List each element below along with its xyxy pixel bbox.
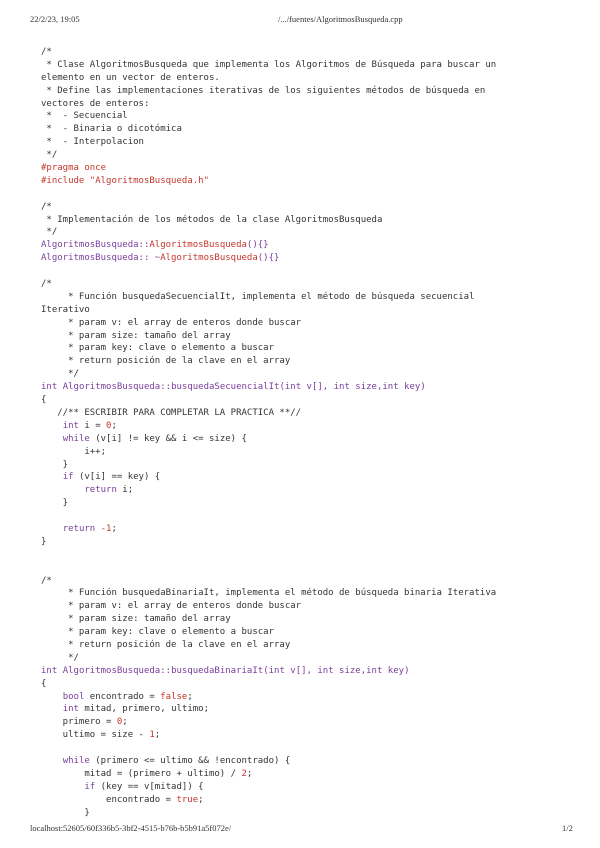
- code-line: [41, 355, 566, 368]
- code-line: [41, 239, 566, 252]
- code-token: busquedaBinariaIt: [171, 665, 264, 676]
- code-token: * Define las implementaciones iterativas de los siguientes métodos de búsqueda en: [41, 85, 486, 96]
- code-line: [41, 587, 566, 600]
- code-token: true: [176, 794, 199, 805]
- code-token: elemento en un vector de enteros.: [41, 72, 220, 83]
- code-token: mitad, primero, ultimo;: [78, 704, 209, 715]
- code-line: [41, 226, 566, 239]
- page-url: localhost:52605/60f336b5-3bf2-4515-b76b-b5b91a5f072e/: [30, 823, 232, 833]
- code-token: i =: [78, 420, 107, 431]
- code-token: AlgoritmosBusqueda: [149, 240, 247, 251]
- code-token: /*: [41, 575, 52, 586]
- code-line: [41, 188, 566, 201]
- code-line: [41, 175, 566, 188]
- code-line: [41, 252, 566, 265]
- code-token: /*: [41, 201, 52, 212]
- code-token: }: [41, 459, 69, 470]
- code-token: * param v: el array de enteros donde buscar: [41, 317, 302, 328]
- code-token: int: [62, 704, 79, 715]
- code-token: [41, 692, 63, 702]
- code-token: * return posición de la clave en el array: [41, 639, 291, 650]
- code-line: [41, 665, 566, 678]
- code-token: primero =: [41, 717, 117, 728]
- code-token: */: [41, 227, 58, 238]
- code-line: [41, 162, 566, 175]
- code-token: (v[i] == key) {: [73, 472, 161, 483]
- code-token: (){}: [246, 240, 269, 251]
- code-token: while: [62, 433, 90, 444]
- code-token: ultimo = size -: [41, 730, 150, 741]
- code-line: [41, 549, 566, 562]
- code-line: [41, 536, 566, 549]
- code-line: [41, 678, 566, 691]
- code-line: [41, 407, 566, 420]
- code-token: false: [160, 691, 188, 702]
- code-token: * param size: tamaño del array: [41, 330, 231, 341]
- code-token: */: [41, 150, 58, 161]
- code-token: AlgoritmosBusqueda::: [41, 240, 150, 251]
- code-line: [41, 703, 566, 716]
- code-token: 1: [149, 730, 155, 741]
- page-number: 1/2: [562, 823, 573, 833]
- code-token: ;: [122, 717, 128, 728]
- code-token: [41, 704, 63, 714]
- code-token: while: [62, 755, 90, 766]
- code-token: AlgoritmosBusqueda::: [62, 665, 172, 676]
- code-line: [41, 265, 566, 278]
- code-token: ;: [246, 768, 253, 779]
- code-line: [41, 575, 566, 588]
- code-token: [41, 434, 63, 444]
- code-token: * param key: clave o elemento a buscar: [41, 343, 274, 354]
- code-line: [41, 626, 566, 639]
- code-token: vectores de enteros:: [41, 98, 150, 109]
- code-token: [41, 756, 63, 766]
- code-token: AlgoritmosBusqueda::: [62, 382, 172, 393]
- code-line: [41, 214, 566, 227]
- code-line: [41, 381, 566, 394]
- code-token: * Implementación de los métodos de la clase AlgoritmosBusqueda: [41, 214, 383, 225]
- code-token: int: [41, 382, 63, 393]
- code-line: [41, 716, 566, 729]
- code-line: [41, 639, 566, 652]
- code-line: [41, 317, 566, 330]
- code-line: [41, 781, 566, 794]
- code-token: * Clase AlgoritmosBusqueda que implementa los Algoritmos de Búsqueda para buscar un: [41, 59, 497, 70]
- code-token: (int v[], int size,int key): [263, 665, 410, 676]
- code-token: 2: [241, 768, 247, 779]
- code-line: [41, 123, 566, 136]
- code-token: i;: [116, 485, 134, 496]
- code-line: [41, 691, 566, 704]
- code-line: [41, 342, 566, 355]
- code-line: [41, 72, 566, 85]
- code-token: mitad = (primero + ultimo) /: [41, 768, 242, 779]
- code-token: * return posición de la clave en el array: [41, 356, 291, 367]
- code-line: [41, 420, 566, 433]
- code-token: * - Binaria o dicotómica: [41, 124, 182, 135]
- source-code: [41, 46, 566, 819]
- code-line: [41, 85, 566, 98]
- print-datetime: 22/2/23, 19:05: [30, 14, 80, 24]
- code-token: ;: [111, 523, 117, 534]
- code-token: */: [41, 652, 79, 663]
- code-line: [41, 523, 566, 536]
- code-token: ;: [154, 730, 161, 741]
- code-line: [41, 729, 566, 742]
- code-token: ;: [111, 420, 117, 431]
- code-line: [41, 484, 566, 497]
- code-line: [41, 201, 566, 214]
- file-path: /.../fuentes/AlgoritmosBusqueda.cpp: [278, 14, 403, 24]
- code-token: Iterativo: [41, 304, 90, 315]
- code-line: [41, 755, 566, 768]
- code-token: /*: [41, 47, 52, 57]
- code-token: return: [84, 485, 117, 496]
- code-token: int: [62, 420, 79, 431]
- code-token: (){}: [257, 253, 280, 264]
- code-token: [41, 472, 63, 482]
- code-token: }: [41, 536, 47, 547]
- code-line: [41, 394, 566, 407]
- code-token: * param size: tamaño del array: [41, 614, 231, 625]
- code-line: [41, 98, 566, 111]
- code-token: (v[i] != key && i <= size) {: [89, 433, 247, 444]
- code-line: [41, 291, 566, 304]
- code-token: AlgoritmosBusqueda:: ~: [41, 253, 161, 264]
- code-token: * Función busquedaSecuencialIt, implementa el método de búsqueda secuencial: [41, 291, 475, 302]
- code-token: }: [41, 807, 90, 818]
- code-token: #include: [41, 175, 90, 186]
- code-line: [41, 768, 566, 781]
- code-token: busquedaSecuencialIt: [171, 382, 280, 393]
- code-token: */: [41, 369, 79, 380]
- code-line: [41, 652, 566, 665]
- code-line: [41, 368, 566, 381]
- code-line: [41, 459, 566, 472]
- code-token: * - Interpolacion: [41, 137, 144, 148]
- code-token: 0: [116, 717, 123, 728]
- code-token: [41, 485, 84, 495]
- code-token: bool: [62, 691, 85, 702]
- code-token: (key == v[mitad]) {: [95, 781, 204, 792]
- code-token: "AlgoritmosBusqueda.h": [89, 175, 209, 186]
- code-token: }: [41, 498, 69, 509]
- code-line: [41, 613, 566, 626]
- code-line: [41, 136, 566, 149]
- code-line: [41, 149, 566, 162]
- code-token: * param v: el array de enteros donde buscar: [41, 601, 302, 612]
- code-token: AlgoritmosBusqueda: [160, 253, 258, 264]
- code-line: [41, 807, 566, 820]
- code-line: [41, 497, 566, 510]
- code-token: * param key: clave o elemento a buscar: [41, 627, 274, 638]
- code-token: encontrado =: [41, 794, 177, 805]
- code-token: int: [41, 665, 63, 676]
- code-token: ;: [198, 794, 204, 805]
- code-token: 0: [106, 420, 112, 431]
- code-line: [41, 433, 566, 446]
- code-token: [41, 421, 63, 431]
- code-line: [41, 304, 566, 317]
- code-line: [41, 794, 566, 807]
- code-line: [41, 330, 566, 343]
- code-token: -1: [100, 523, 112, 534]
- code-line: [41, 110, 566, 123]
- code-token: {: [41, 395, 47, 406]
- code-line: [41, 278, 566, 291]
- code-token: * - Secuencial: [41, 111, 128, 122]
- code-token: //** ESCRIBIR PARA COMPLETAR LA PRACTICA **//: [41, 407, 302, 418]
- code-line: [41, 600, 566, 613]
- code-token: [41, 782, 84, 792]
- code-line: [41, 471, 566, 484]
- code-line: [41, 446, 566, 459]
- code-token: {: [41, 678, 47, 689]
- code-token: /*: [41, 279, 52, 290]
- code-line: [41, 742, 566, 755]
- code-line: [41, 510, 566, 523]
- code-token: (primero <= ultimo && !encontrado) {: [89, 755, 291, 766]
- code-token: ;: [187, 691, 193, 702]
- code-token: (int v[], int size,int key): [279, 382, 426, 393]
- code-token: [41, 524, 63, 534]
- code-token: if: [84, 781, 96, 792]
- code-token: if: [62, 472, 74, 483]
- code-line: [41, 46, 566, 59]
- code-line: [41, 562, 566, 575]
- code-token: encontrado =: [84, 691, 161, 702]
- code-token: #pragma once: [41, 163, 107, 174]
- code-token: i++;: [41, 446, 107, 457]
- code-token: * Función busquedaBinariaIt, implementa el método de búsqueda binaria Iterativa: [41, 588, 497, 599]
- code-token: return: [62, 523, 96, 534]
- code-line: [41, 59, 566, 72]
